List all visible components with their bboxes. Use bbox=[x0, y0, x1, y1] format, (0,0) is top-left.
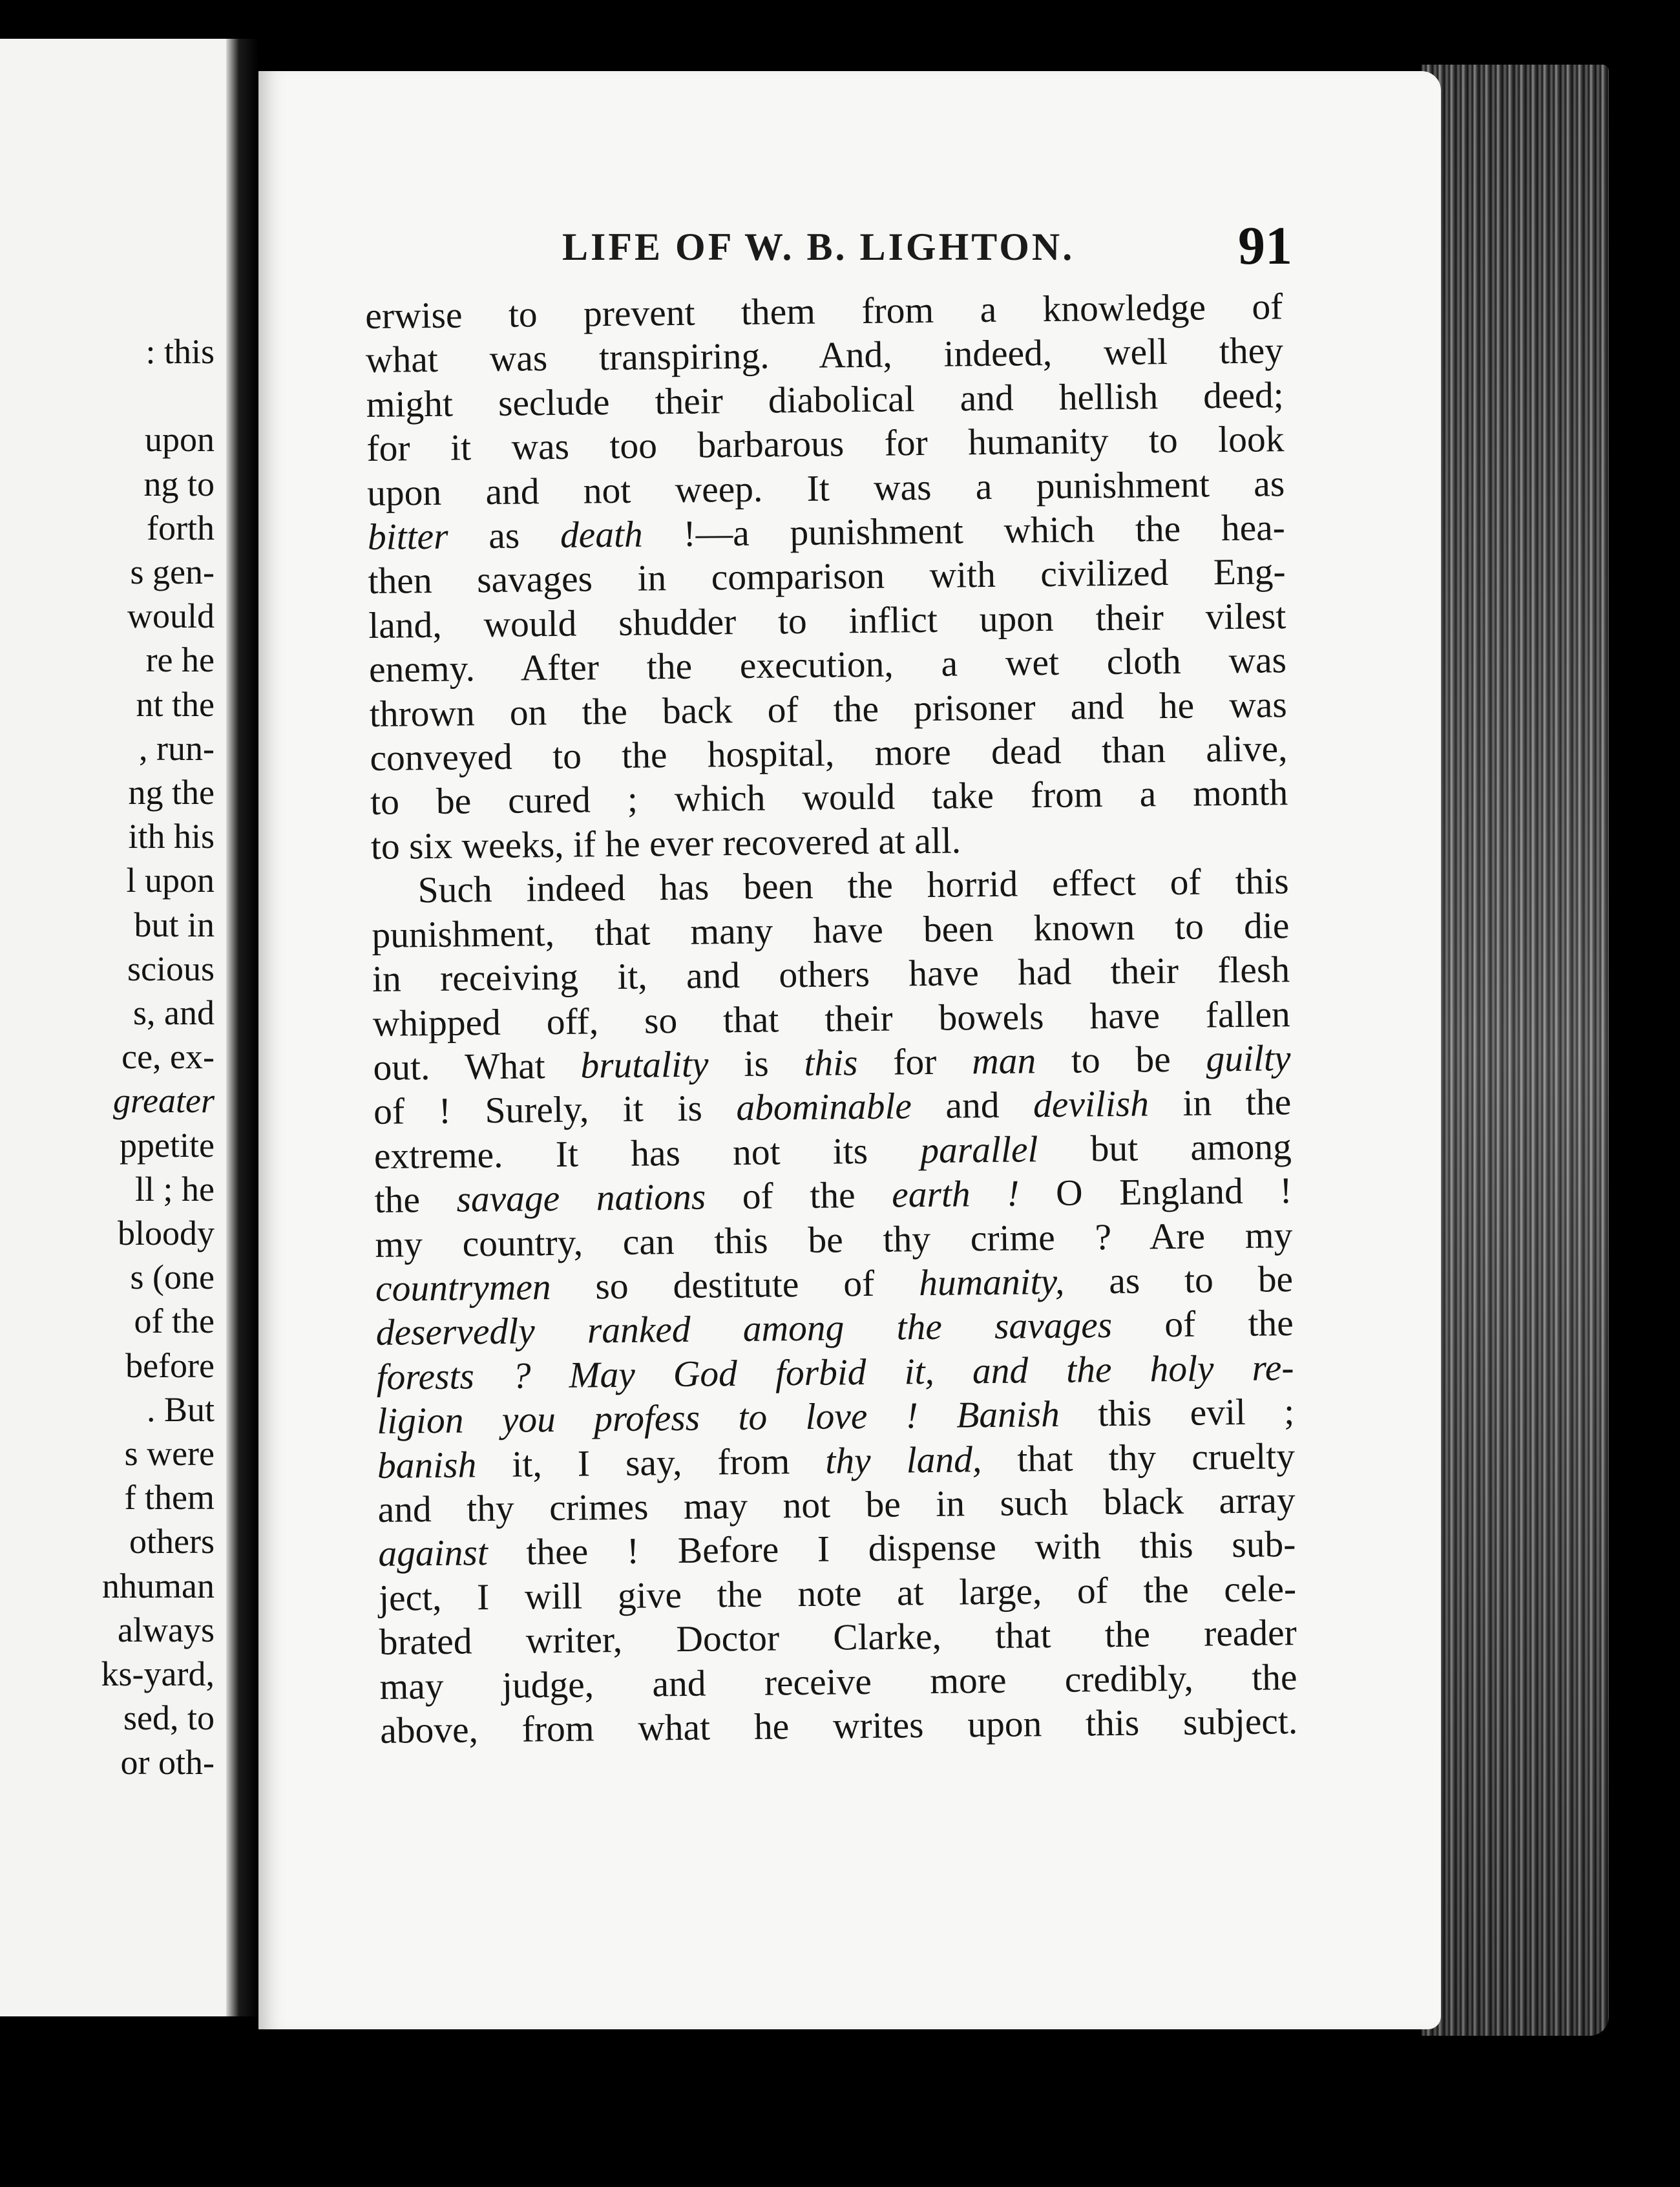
left-line: l upon bbox=[126, 861, 215, 900]
text-run: to be bbox=[1035, 1039, 1206, 1082]
left-line: nhuman bbox=[102, 1566, 215, 1605]
text-line: may judge, and receive more credibly, the bbox=[379, 1656, 1297, 1707]
emphasis: savage nations bbox=[456, 1176, 706, 1220]
left-line: : this bbox=[145, 332, 215, 371]
left-line: re he bbox=[145, 640, 215, 680]
left-line: s (one bbox=[130, 1258, 215, 1297]
emphasis: forests ? May God forbid it, and the holy re- bbox=[376, 1347, 1294, 1398]
left-line: forth bbox=[147, 508, 215, 547]
left-line: upon bbox=[145, 420, 215, 460]
text-line: for it was too barbarous for humanity to look bbox=[366, 419, 1285, 470]
left-line: , run- bbox=[139, 728, 215, 768]
left-line: others bbox=[129, 1522, 215, 1561]
text-line: then savages in comparison with civilized Eng- bbox=[368, 551, 1286, 602]
text-line: whipped off, so that their bowels have fallen bbox=[372, 993, 1291, 1044]
text-run: as to be bbox=[1064, 1258, 1294, 1302]
text-line: what was transpiring. And, indeed, well they bbox=[365, 330, 1284, 381]
text-line: in receiving it, and others have had their flesh bbox=[372, 949, 1290, 1000]
emphasis: against bbox=[378, 1532, 488, 1575]
left-line: ppetite bbox=[120, 1125, 215, 1165]
emphasis: abominable bbox=[736, 1086, 912, 1129]
left-line: s, and bbox=[133, 993, 215, 1033]
text-line: ject, I will give the note at large, of the cele- bbox=[378, 1568, 1297, 1619]
left-line: would bbox=[127, 597, 215, 636]
text-line: conveyed to the hospital, more dead than alive, bbox=[370, 728, 1288, 779]
text-line: to be cured ; which would take from a month bbox=[370, 772, 1288, 823]
left-line: always bbox=[118, 1610, 215, 1649]
emphasis: ligion you profess to love ! bbox=[376, 1395, 919, 1442]
left-line: bloody bbox=[117, 1214, 215, 1253]
text-line: brated writer, Doctor Clarke, that the reader bbox=[379, 1612, 1297, 1664]
emphasis: humanity, bbox=[918, 1261, 1065, 1304]
emphasis: devilish bbox=[1033, 1083, 1150, 1126]
left-line bbox=[1, 1079, 215, 1123]
emphasis: countrymen bbox=[375, 1267, 551, 1309]
left-line: ng the bbox=[128, 773, 215, 812]
emphasis: guilty bbox=[1206, 1037, 1291, 1080]
text-line: enemy. After the execution, a wet cloth was bbox=[368, 640, 1287, 691]
left-line: s gen- bbox=[130, 553, 215, 592]
body-text bbox=[365, 285, 1298, 1753]
left-line: sed, to bbox=[123, 1698, 215, 1738]
left-line: or oth- bbox=[120, 1742, 215, 1782]
left-line: of the bbox=[134, 1302, 215, 1341]
facing-page-text bbox=[1, 330, 215, 1784]
running-head: LIFE OF W. B. LIGHTON. bbox=[562, 226, 1075, 268]
left-line: nt the bbox=[136, 684, 215, 724]
text-line: and thy crimes may not be in such black array bbox=[377, 1479, 1296, 1530]
text-run: as bbox=[448, 514, 561, 557]
text-run: O England ! bbox=[1019, 1170, 1292, 1214]
emphasis: death bbox=[560, 514, 644, 556]
text-run: and bbox=[911, 1084, 1034, 1127]
text-run: of the bbox=[1111, 1303, 1294, 1346]
left-line: scious bbox=[127, 949, 215, 988]
emphasis: man bbox=[971, 1041, 1036, 1083]
left-line-italic: greater bbox=[113, 1081, 215, 1121]
text-run: this evil ; bbox=[1059, 1391, 1295, 1435]
emphasis: this bbox=[804, 1042, 858, 1084]
paragraph-first-line: Such indeed has been the horrid effect of this bbox=[417, 861, 1289, 911]
emphasis: bitter bbox=[367, 516, 448, 558]
text-line: to six weeks, if he ever recovered at all. bbox=[370, 820, 961, 867]
left-line: f them bbox=[124, 1478, 215, 1517]
emphasis: earth ! bbox=[891, 1173, 1020, 1216]
text-line: above, from what he writes upon this subject. bbox=[379, 1701, 1298, 1751]
emphasis: Banish bbox=[956, 1393, 1060, 1436]
text-line: my country, can this be thy crime ? Are my bbox=[375, 1214, 1293, 1265]
left-line: but in bbox=[134, 905, 215, 944]
page-number: 91 bbox=[1238, 216, 1292, 276]
text-line: thrown on the back of the prisoner and he was bbox=[369, 684, 1288, 735]
left-line: . But bbox=[146, 1389, 215, 1429]
text-run: for bbox=[857, 1041, 972, 1083]
emphasis: banish bbox=[377, 1444, 477, 1486]
left-line: ks-yard, bbox=[101, 1654, 215, 1694]
text-run: of ! Surely, it is bbox=[373, 1088, 737, 1133]
emphasis: thy land, bbox=[824, 1439, 982, 1482]
emphasis: brutality bbox=[580, 1044, 709, 1086]
left-line: before bbox=[125, 1346, 215, 1385]
text-line: upon and not weep. It was a punishment as bbox=[366, 463, 1285, 514]
emphasis: parallel bbox=[919, 1128, 1038, 1171]
fore-edge-shading bbox=[1422, 65, 1609, 2036]
text-line: land, would shudder to inflict upon their vilest bbox=[368, 595, 1286, 646]
text-run: is bbox=[708, 1042, 804, 1085]
text-run: in the bbox=[1148, 1082, 1292, 1125]
text-run: of the bbox=[705, 1174, 892, 1218]
text-run: it, I say, from bbox=[476, 1441, 826, 1485]
left-line: ng to bbox=[143, 464, 215, 503]
text-run: but among bbox=[1038, 1126, 1292, 1170]
text-line: punishment, that many have been known to die bbox=[372, 905, 1290, 956]
text-run: that thy cruelty bbox=[981, 1435, 1296, 1480]
left-line: ith his bbox=[128, 817, 215, 856]
left-line: ll ; he bbox=[135, 1169, 215, 1209]
page-header bbox=[556, 218, 1292, 283]
text-run: !—a punishment which the hea- bbox=[642, 507, 1286, 555]
text-run: extreme. It has not its bbox=[373, 1130, 921, 1177]
book-gutter bbox=[226, 39, 258, 2016]
left-line: ce, ex- bbox=[121, 1037, 215, 1077]
left-line: s were bbox=[124, 1434, 215, 1474]
text-line: might seclude their diabolical and hellish deed; bbox=[366, 374, 1285, 425]
text-run: the bbox=[374, 1179, 457, 1221]
facing-page-left bbox=[0, 39, 226, 2016]
text-run: out. What bbox=[373, 1045, 581, 1088]
text-line: erwise to prevent them from a knowledge of bbox=[365, 286, 1283, 337]
text-run bbox=[918, 1395, 956, 1437]
text-run: so destitute of bbox=[551, 1263, 919, 1308]
emphasis: deservedly ranked among the savages bbox=[375, 1305, 1113, 1354]
left-line bbox=[1, 374, 215, 417]
text-run: thee ! Before I dispense with this sub- bbox=[487, 1524, 1296, 1574]
